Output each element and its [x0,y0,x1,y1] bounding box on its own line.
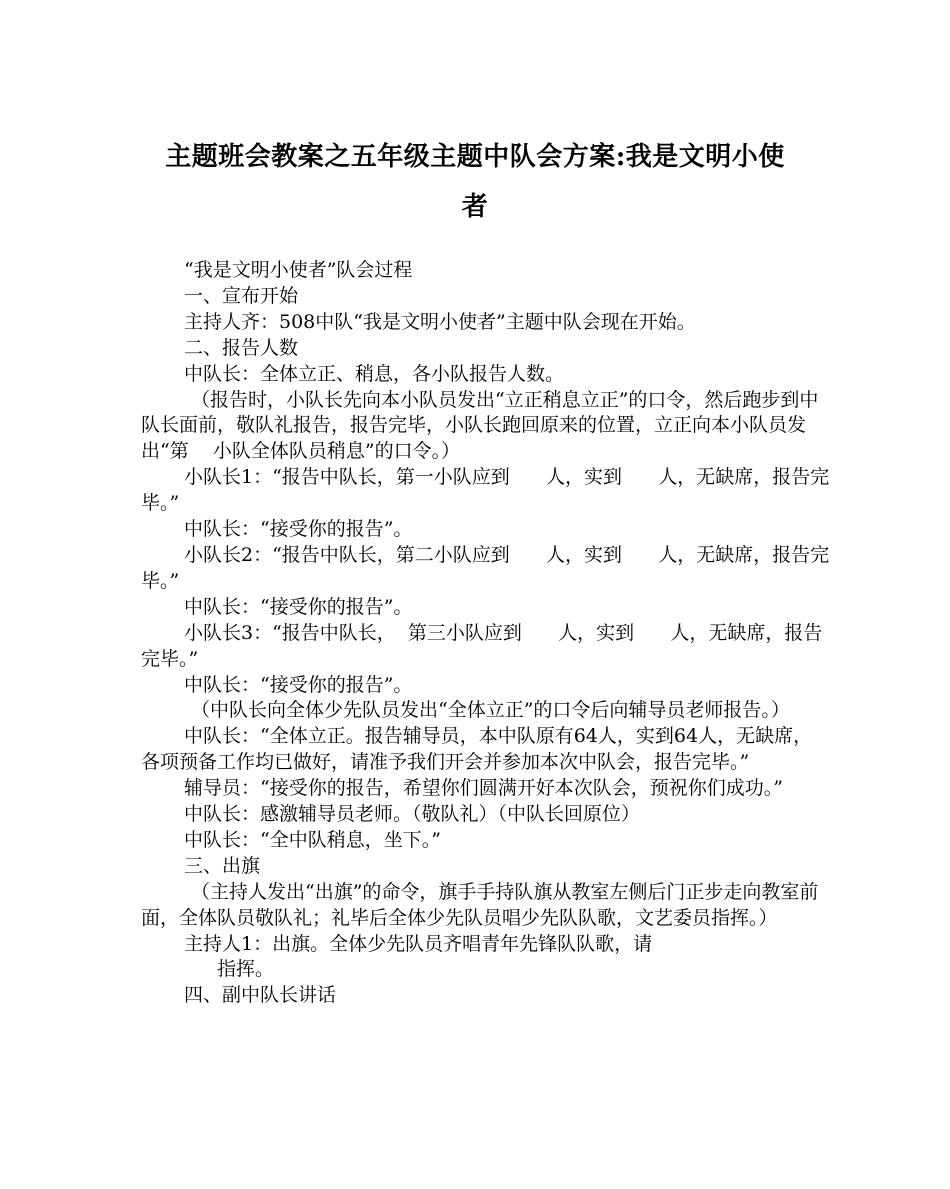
paragraph: 小队长3：“报告中队长， 第三小队应到 人，实到 人，无缺席，报告完毕。” [141,621,823,670]
paragraph-continuation: 指挥。 [217,958,275,981]
section-heading: 一、宣布开始 [184,284,299,307]
paragraph: 中队长：“全体立正。报告辅导员，本中队原有64人，实到64人，无缺席，各项预备工作均已做好，请准予我们开会并参加本次中队会，报告完毕。” [141,725,813,774]
paragraph: 中队长：“接受你的报告”。 [184,518,413,541]
section-heading: 二、报告人数 [184,336,299,359]
title-line-1: 主题班会教案之五年级主题中队会方案:我是文明小使 [165,142,785,172]
paragraph: 小队长2：“报告中队长，第二小队应到 人，实到 人，无缺席，报告完毕。” [141,543,830,592]
document-body [141,258,831,1009]
document-title [140,132,810,232]
section-heading: 三、出旗 [184,854,261,877]
paragraph: （主持人发出“出旗”的命令，旗手手持队旗从教室左侧后门正步走向教室前面，全体队员敬队礼；礼毕后全体少先队员唱少先队队歌，文艺委员指挥。） [141,880,819,929]
paragraph: 中队长：“接受你的报告”。 [184,673,413,696]
paragraph: （报告时，小队长先向本小队员发出“立正稍息立正”的口令，然后跑步到中队长面前，敬队礼报告，报告完毕，小队长跑回原来的位置，立正向本小队员发出“第 小队全体队员稍息”的口令。） [141,388,819,463]
section-heading: “我是文明小使者”队会过程 [184,259,413,281]
paragraph: （中队长向全体少先队员发出“全体立正”的口令后向辅导员老师报告。） [191,699,790,722]
paragraph: 中队长：感激辅导员老师。（敬队礼）（中队长回原位） [184,803,641,826]
paragraph: 主持人齐：508中队“我是文明小使者”主题中队会现在开始。 [184,310,696,333]
paragraph: 辅导员：“接受你的报告，希望你们圆满开好本次队会，预祝你们成功。” [184,777,783,800]
section-heading: 四、副中队长讲话 [184,984,337,1007]
paragraph: 中队长：“全中队稍息，坐下。” [184,828,441,851]
title-line-2: 者 [461,192,489,222]
paragraph: 中队长：全体立正、稍息，各小队报告人数。 [184,362,565,385]
paragraph: 小队长1：“报告中队长，第一小队应到 人，实到 人，无缺席，报告完毕。” [141,466,830,515]
paragraph: 主持人1：出旗。全体少先队员齐唱青年先锋队队歌，请 [184,932,653,955]
paragraph: 中队长：“接受你的报告”。 [184,595,413,618]
